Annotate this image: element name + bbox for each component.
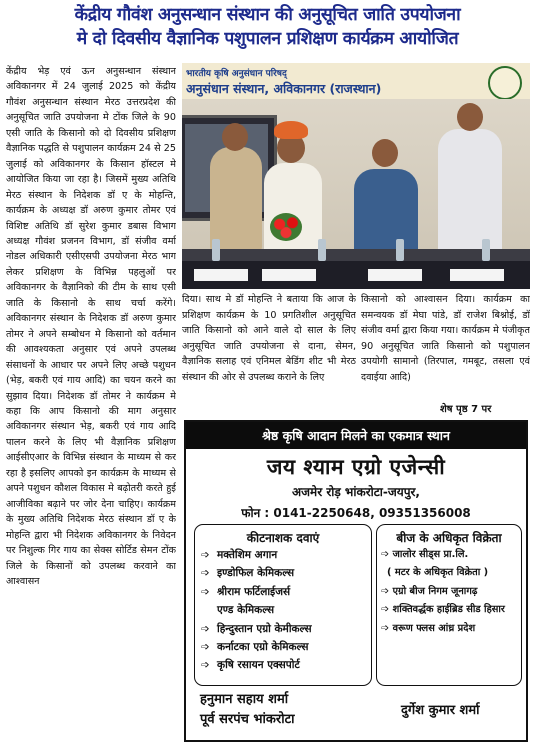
water-bottle xyxy=(396,239,404,261)
list-item: ➩ इण्डोफिल केमिकल्स xyxy=(195,564,371,582)
nameplate xyxy=(450,269,504,281)
list-item: ➩ जालोर सीड्स प्रा.लि. xyxy=(381,549,469,560)
signature-left xyxy=(200,690,295,730)
nameplate xyxy=(194,269,248,281)
ad-phone: फोन : 0141-2250648, 09351356008 xyxy=(241,506,471,520)
arrow-right-icon: ➩ xyxy=(201,659,210,672)
person-2-turban xyxy=(274,121,308,139)
pesticides-box xyxy=(194,524,372,686)
signature-right: दुर्गेश कुमार शर्मा xyxy=(401,703,480,718)
person-3-head xyxy=(372,139,398,167)
bouquet xyxy=(270,213,302,241)
arrow-right-icon: ➩ xyxy=(381,549,390,560)
continued-note: शेष पृष्ठ 7 पर xyxy=(440,404,492,415)
nameplate xyxy=(368,269,422,281)
arrow-right-icon: ➩ xyxy=(201,641,210,654)
list-item: ➩ श्रीराम फर्टिलाईजर्स xyxy=(195,583,371,601)
person-4-head xyxy=(457,103,483,131)
article-column-3: किसानो को आश्वासन दिया। कार्यक्रम का समन्वयक डॉ मेघा पांडे, डॉ राजेश बिश्नोई, डॉ संजीव वर्मा द्वारा किया गया। कार्यक्रम मे पंजीकृत 90 अनुसूचित जाति किसानो को पशुपालन उपयोगी सामानो (तिरपाल, गमबूट, तसला एवं दवाईया आदि) xyxy=(361,294,530,383)
arrow-right-icon: ➩ xyxy=(201,549,210,561)
person-3 xyxy=(354,169,418,253)
headline-line1: केंद्रीय गौवंश अनुसन्धान संस्थान की अनुसूचित जाति उपयोजना xyxy=(74,5,461,25)
banner-line2: अनुसंधान संस्थान, अविकानगर (राजस्थान) xyxy=(186,81,382,96)
arrow-right-icon: ➩ xyxy=(381,604,390,616)
sig-left-name: हनुमान सहाय शर्मा xyxy=(200,692,289,707)
list-item: ➩ हिन्दुस्तान एग्रो केमीकल्स xyxy=(195,620,371,638)
water-bottle xyxy=(318,239,326,261)
list-item: ➩ कर्नाटका एग्रो केमिकल्स xyxy=(195,638,371,656)
sig-left-title: पूर्व सरपंच भांकरोटा xyxy=(200,712,295,727)
water-bottle xyxy=(482,239,490,261)
ad-company-name: जय श्याम एग्रो एजेन्सी xyxy=(266,455,446,479)
banner-line1: भारतीय कृषि अनुसंधान परिषद् xyxy=(186,69,287,79)
photo-banner xyxy=(182,63,530,99)
arrow-right-icon: ➩ xyxy=(381,585,390,597)
nameplate xyxy=(262,269,316,281)
person-4 xyxy=(438,129,502,253)
headline-line2: मे दो दिवसीय वैज्ञानिक पशुपालन प्रशिक्षण कार्यक्रम आयोजित xyxy=(76,29,459,49)
arrow-right-icon: ➩ xyxy=(201,567,210,580)
list-item: ( मटर के अधिकृत विक्रेता ) xyxy=(387,567,489,579)
article-column-2: दिया। साथ मे डॉ मोहन्ति ने बताया कि आज के प्रशिक्षण कार्यक्रम के 10 प्रगतिशील अनुसूचित जाति किसानो को आने वाले दो साल के लिए अनुसूचित जाति उपयोजना से दाना, सेमन, वैज्ञानिक सलाह एवं एनिमल बेडिंग शीट भी मेरठ संस्थान की ओर से उपलब्ध कराने के लिए xyxy=(182,294,356,383)
list-item: ➩ कृषि रसायन एक्सपोर्ट xyxy=(195,656,371,674)
seeds-box xyxy=(376,524,522,686)
article-column-1: केंद्रीय भेड़ एवं ऊन अनुसन्धान संस्थान अविकानगर में 24 जुलाई 2025 को केंद्रीय गौवंश अनुसन्धान संस्थान मेरठ उत्तरप्रदेश की अनुसूचित जाति उपयोजना मे टोंक जिले के 90 एसी जाति के किसानो को दो दिवसीय प्रशिक्षण वैज्ञानिक पद्धति से पशुपालन कार्यक्रम 24 से 25 जुलाई को अविकानगर के किसान हॉस्टल मे आयोजित किया जा रहा है। जिसमें मुख्य अतिथि मेरठ संस्थान के निदेशक डॉ ए के मोहन्ति, कार्यक्रम के अध्यक्ष डॉ अरुण कुमार तोमर एवं विशिष्ट अतिथि डॉ सुरेश कुमार डबास विभाग अध्यक्ष गौवंश प्रजनन विभाग, डॉ संजीव वर्मा नोडल अधिकारी एसीएसपी उपयोजना मेरठ भाग लेकर प्रशिक्षण के विभिन्न पहलुओं पर अविकानगर के वैज्ञानिको की टीम के साथ एसी जाति के किसानो के साथ चर्चा करेंगे। अविकानगर संस्थान के निदेशक डॉ अरुण कुमार तोमर ने अपने सम्बोधन मे किसानो को वर्तमान की आवश्यकता अनुसार एवं अपने उपलब्ध संसाधनों के आधार पर अपने लिए अच्छे पशुधन (भेड़, बकरी एवं गाय आदि) का चयन करने का सुझाव दिया। निदेशक डॉ तोमर ने कार्यक्रम मे कहा कि आप किसानो की माग अनुसार अविकानगर संस्थान भेड़, बकरी एवं गाय आदि पालन करने के लिए भी वैज्ञानिक प्रशिक्षण आईसीएआर के विभिन्न संस्थान के माध्यम से कर रहा है इसलिए आपको इन कार्यक्रम के माध्यम से अपने पशुधन कौशल विकास मे बढ़ोतरी करते हुई आजीविका बढ़ाने पर जोर देना चाहिए। कार्यक्रम के मुख्य अतिथि निदेशक मेरठ संस्थान डॉ ए के मोहन्ति द्वारा भी निदेशक अविकानगर के निवेदन पर निशुल्क गिर गाय का सेक्स सोर्टिड सेमन टोंक जिले के किसानों को उपलब्ध करवाने का आश्वासन xyxy=(6,66,176,587)
event-photo xyxy=(182,63,530,289)
list-item: ➩ वरूण फ्लस आंध्र प्रदेश xyxy=(381,622,476,634)
arrow-right-icon: ➩ xyxy=(201,622,210,635)
icar-logo-icon xyxy=(488,66,522,100)
list-item: ➩ शक्तिवर्द्धक हाईब्रिड सीड हिसार xyxy=(381,604,505,616)
ad-tagline: श्रेष्ठ कृषि आदान मिलने का एकमात्र स्थान xyxy=(186,422,526,449)
arrow-right-icon: ➩ xyxy=(381,622,390,634)
arrow-right-icon: ➩ xyxy=(201,585,210,598)
pesticides-title: कीटनाशक दवाएं xyxy=(246,531,320,545)
ad-address: अजमेर रोड़ भांकरोटा-जयपुर, xyxy=(291,485,420,499)
person-1 xyxy=(210,147,262,251)
advertisement xyxy=(184,420,528,742)
list-item: ➩ एग्रो बीज निगम जूनागढ़ xyxy=(381,585,478,597)
seeds-title: बीज के अधिकृत विक्रेता xyxy=(396,531,502,545)
water-bottle xyxy=(212,239,220,261)
person-1-head xyxy=(222,123,248,151)
list-item: एण्ड केमिकल्स xyxy=(217,604,275,617)
list-item: ➩ मक्तेशिम अगान xyxy=(195,546,371,564)
headline xyxy=(6,3,529,51)
